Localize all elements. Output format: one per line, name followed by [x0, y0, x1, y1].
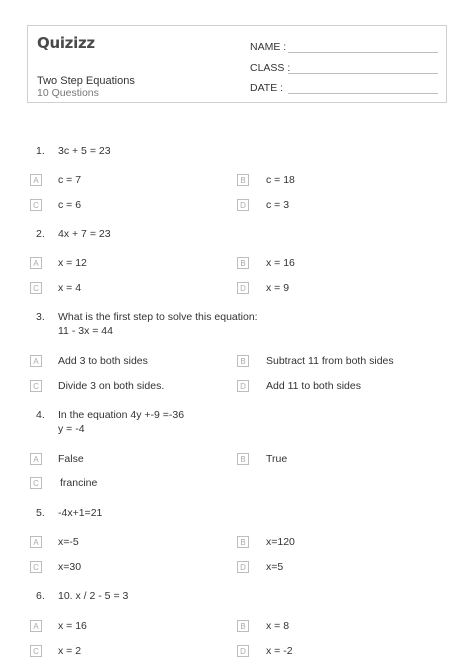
question-equation: 11 - 3x = 44 [58, 325, 113, 337]
option-letter-box[interactable]: D [237, 380, 249, 392]
option-letter-box[interactable]: C [30, 477, 42, 489]
option-letter-box[interactable]: B [237, 355, 249, 367]
option-letter-box[interactable]: C [30, 282, 42, 294]
option-text: Subtract 11 from both sides [266, 355, 394, 367]
option-text: Divide 3 on both sides. [58, 380, 165, 392]
question-text: 3c + 5 = 23 [58, 145, 111, 157]
quizizz-logo: Quizizz [37, 34, 95, 52]
question-number: 1. [36, 145, 45, 157]
option-text: x=30 [58, 561, 82, 573]
option-letter-box[interactable]: C [30, 380, 42, 392]
question-number: 2. [36, 228, 45, 240]
option-text: c = 18 [266, 174, 295, 186]
option-letter-box[interactable]: B [237, 174, 249, 186]
question-text: What is the first step to solve this equation: [58, 311, 258, 323]
option-text: c = 3 [266, 199, 290, 211]
name-field[interactable] [288, 52, 438, 53]
option-letter-box[interactable]: A [30, 257, 42, 269]
option-text: c = 7 [58, 174, 82, 186]
option-letter-box[interactable]: A [30, 620, 42, 632]
option-letter-box[interactable]: A [30, 453, 42, 465]
question-count: 10 Questions [37, 87, 99, 99]
date-label: DATE : [250, 82, 284, 94]
option-letter-box[interactable]: D [237, 199, 249, 211]
option-text: x = 12 [58, 257, 87, 269]
option-letter-box[interactable]: C [30, 199, 42, 211]
worksheet-title: Two Step Equations [37, 75, 135, 87]
option-text: francine [60, 477, 98, 489]
option-text: x=-5 [58, 536, 79, 548]
question-number: 3. [36, 311, 45, 323]
option-text: x = 2 [58, 645, 82, 657]
option-text: False [58, 453, 84, 465]
option-letter-box[interactable]: D [237, 282, 249, 294]
class-label: CLASS : [250, 62, 291, 74]
option-letter-box[interactable]: D [237, 645, 249, 657]
option-text: True [266, 453, 288, 465]
option-letter-box[interactable]: A [30, 536, 42, 548]
option-letter-box[interactable]: D [237, 561, 249, 573]
question-number: 5. [36, 507, 45, 519]
option-text: c = 6 [58, 199, 82, 211]
question-text: -4x+1=21 [58, 507, 103, 519]
option-letter-box[interactable]: B [237, 620, 249, 632]
option-text: Add 3 to both sides [58, 355, 148, 367]
option-text: x=5 [266, 561, 284, 573]
date-field[interactable] [288, 93, 438, 94]
name-label: NAME : [250, 41, 287, 53]
option-letter-box[interactable]: B [237, 453, 249, 465]
option-text: x = -2 [266, 645, 293, 657]
option-text: x=120 [266, 536, 295, 548]
question-number: 6. [36, 590, 45, 602]
question-number: 4. [36, 409, 45, 421]
option-text: Add 11 to both sides [266, 380, 361, 392]
question-text: 4x + 7 = 23 [58, 228, 111, 240]
option-text: x = 4 [58, 282, 82, 294]
option-text: x = 8 [266, 620, 290, 632]
class-field[interactable] [288, 73, 438, 74]
option-letter-box[interactable]: B [237, 536, 249, 548]
option-letter-box[interactable]: C [30, 645, 42, 657]
option-letter-box[interactable]: A [30, 355, 42, 367]
question-text: 10. x / 2 - 5 = 3 [58, 590, 129, 602]
option-letter-box[interactable]: B [237, 257, 249, 269]
option-letter-box[interactable]: A [30, 174, 42, 186]
option-text: x = 16 [58, 620, 87, 632]
question-text: In the equation 4y +-9 =-36 [58, 409, 185, 421]
question-equation: y = -4 [58, 423, 85, 435]
option-text: x = 16 [266, 257, 295, 269]
option-text: x = 9 [266, 282, 290, 294]
option-letter-box[interactable]: C [30, 561, 42, 573]
